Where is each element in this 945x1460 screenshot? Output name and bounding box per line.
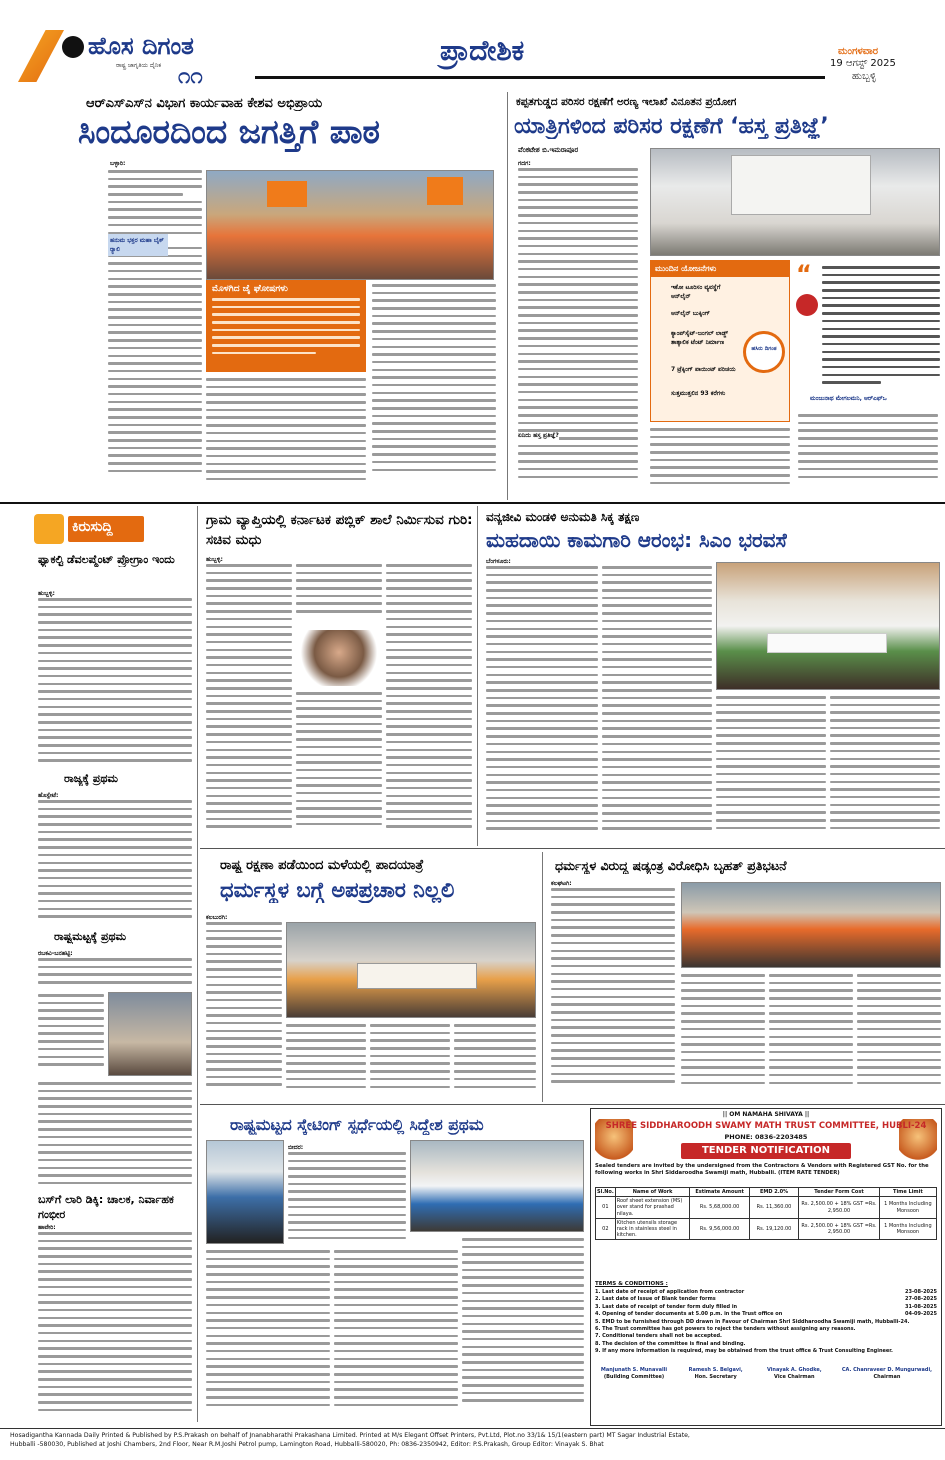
- kicker: ಕಪ್ಪತಗುಡ್ಡದ ಪರಿಸರ ರಕ್ಷಣೆಗೆ ಅರಣ್ಯ ಇಲಾಖೆ ವಿನೂತನ ಪ್ರಯೋಗ: [516, 96, 737, 108]
- box-title: ಮುಂದಿನ ಯೋಜನೆಗಳು: [651, 261, 789, 277]
- award-photo: [410, 1140, 584, 1232]
- sub-heading: ಏನಿದು ಹಸ್ತ ಪ್ರತಿಜ್ಞೆ?: [518, 432, 559, 439]
- quote-text: [822, 266, 940, 396]
- body-col-2: [372, 284, 496, 484]
- tender-title: TENDER NOTIFICATION: [681, 1143, 851, 1159]
- column-rule: [477, 506, 478, 846]
- term-date: 31-08-2025: [905, 1303, 937, 1310]
- kirusuddi-text: [38, 800, 192, 924]
- box-item: ಇಕೋ ಟೂರಿಸಂ ವ್ಯವಸ್ಥೆಗೆ ಆನ್‌ಲೈನ್: [671, 284, 721, 300]
- body-col-1: [108, 170, 202, 486]
- section-title: ಪ್ರಾದೇಶಿಕ: [440, 34, 525, 67]
- body-col-2: [602, 566, 712, 842]
- dateline: ಹುಬ್ಬಳ್ಳಿ:: [38, 590, 55, 597]
- th: Estimate Amount: [690, 1188, 749, 1197]
- term-row: [595, 1333, 937, 1340]
- body-col-3: [386, 564, 472, 840]
- om-line: || OM NAMAHA SHIVAYA ||: [722, 1111, 810, 1118]
- kirusuddi-text: [38, 598, 192, 766]
- phone: PHONE: 0836-2203485: [724, 1133, 808, 1141]
- kicker: ವನ್ಯಜೀವಿ ಮಂಡಳಿ ಅನುಮತಿ ಸಿಕ್ಕ ತಕ್ಷಣ: [486, 510, 640, 524]
- dateline: ಗದಗ:: [518, 160, 531, 167]
- kirusuddi-headline: ರಾಷ್ಟ್ರಮಟ್ಟಕ್ಕೆ ಪ್ರಥಮ: [54, 930, 127, 943]
- date: 19 ಆಗಸ್ಟ್ 2025: [830, 58, 896, 69]
- table-shape: [767, 633, 887, 653]
- table-row: [596, 1218, 937, 1240]
- term-text: 3. Last date of receipt of tender form duly filled in: [595, 1303, 738, 1310]
- horizontal-rule: [0, 502, 945, 504]
- body-col-1: [486, 566, 598, 842]
- masthead-rule: [255, 76, 825, 79]
- kirusuddi-headline: ಬಸ್‌ಗೆ ಲಾರಿ ಡಿಕ್ಕಿ: ಚಾಲಕ, ನಿರ್ವಾಹಕ ಗಂಭೀರ: [38, 1193, 174, 1221]
- tender-table: [595, 1187, 937, 1240]
- logo-text: ಹೊಸ ದಿಗಂತ: [88, 32, 194, 60]
- column-rule: [197, 506, 198, 1422]
- body-col-3: [798, 414, 938, 490]
- logo: [18, 30, 248, 89]
- tender-ad: [590, 1108, 942, 1426]
- term-row: [595, 1348, 937, 1355]
- kicker: ರಾಷ್ಟ್ರ ರಕ್ಷಣಾ ಪಡೆಯಿಂದ ಮಳೆಯಲ್ಲಿ ಪಾದಯಾತ್ರೆ: [220, 858, 424, 873]
- th: EMD 2.0%: [749, 1188, 798, 1197]
- table-row: [596, 1197, 937, 1219]
- term-row: [595, 1304, 937, 1311]
- term-text: 5. EMD to be furnished through DD drawn in Favour of Chairman Shri Siddharoodha Swamiji math, Hubballi-24.: [595, 1318, 910, 1325]
- minister-photo: [296, 630, 382, 686]
- term-row: [595, 1289, 937, 1296]
- dateline: ಹುಬ್ಬಳ್ಳಿ:: [206, 556, 223, 563]
- dateline: ಹಾವೇರಿ:: [38, 1224, 56, 1231]
- photo-caption-box: [206, 280, 366, 372]
- caption-text: [212, 298, 360, 368]
- th: Time Limit: [879, 1188, 936, 1197]
- signatory-name: Vinayak A. Ghodke,: [766, 1367, 822, 1373]
- kirusuddi-banner: [34, 514, 192, 546]
- dateline: ಕಲಘಟಗಿ:: [551, 880, 572, 887]
- horizontal-rule: [200, 848, 945, 849]
- hand-icon: [34, 514, 64, 544]
- cell: Roof sheet extension (MS) over stand for prashad nilaya.: [615, 1197, 690, 1219]
- body-col-3: [334, 1250, 458, 1420]
- signatories: [595, 1367, 937, 1407]
- body-col-4: [857, 974, 941, 1098]
- article-school: [200, 506, 475, 846]
- kirusuddi-text: [38, 1232, 192, 1420]
- dateline: ಕಲಬುರಗಿ:: [206, 914, 228, 921]
- signatory: [680, 1367, 752, 1407]
- article-mahadayi: [480, 506, 945, 846]
- cell: 1 Months Including Monsoon: [879, 1197, 936, 1219]
- logo-tagline: ರಾಷ್ಟ್ರ ಜಾಗೃತಿಯ ದೈನಿಕ: [116, 62, 162, 69]
- signatory-name: CA. Chanraveer D. Mungurwadi,: [841, 1367, 933, 1373]
- column-rule: [542, 852, 543, 1102]
- headline: ಸಿಂದೂರದಿಂದ ಜಗತ್ತಿಗೆ ಪಾಠ: [78, 112, 380, 151]
- future-plans-box: [650, 260, 790, 422]
- kirusuddi-text: [38, 958, 192, 990]
- box-item: 7 ಟ್ರೆಕ್ಕಿಂಗ್ ಪಾಯಿಂಟ್ ಪರಿಚಯ: [671, 366, 736, 373]
- protest-photo: [681, 882, 941, 968]
- edition-marker: ೧೧: [178, 64, 203, 89]
- kirusuddi-text: [38, 994, 104, 1078]
- signatory-name: Manjunath S. Munavalli: [600, 1367, 668, 1373]
- column-rule: [507, 92, 508, 500]
- article-skating: [200, 1108, 588, 1426]
- term-row: [595, 1341, 937, 1348]
- article-sindoor: [0, 88, 505, 500]
- article-dharmasthala-1: [200, 852, 540, 1102]
- body-col-2: [206, 1250, 330, 1420]
- box-item: ಸುತ್ತಮುತ್ತಲಿನ 93 ಕರೆಗಳು: [671, 390, 726, 397]
- box-item: ಕ್ಯಾಂಪ್‌ಸೈಟ್-ಜಂಗಲ್ ಲಾಡ್ಜ್‌ ತಾತ್ಕಾಲಿಕ ಟೆಂಟ್ ನಿರ್ಮಾಣ: [671, 330, 728, 346]
- body-col-3: [769, 974, 853, 1098]
- body-col-2b: [296, 692, 382, 840]
- body-col-2: [286, 1024, 366, 1098]
- kirusuddi-headline: ಫ್ಯಾಕಲ್ಟಿ ಡೆವಲಪ್ಮೆಂಟ್ ಪ್ರೋಗ್ರಾಂ ಇಂದು: [38, 553, 175, 566]
- body-col-3: [206, 378, 366, 484]
- term-row: [595, 1319, 937, 1326]
- term-text: 4. Opening of tender documents at 5.00 p.m. in the Trust office on: [595, 1311, 783, 1318]
- signatory-role: Vice Chairman: [774, 1374, 815, 1380]
- cell: 01: [596, 1197, 616, 1219]
- body-col-1: [551, 888, 675, 1098]
- body-col-4: [830, 696, 940, 842]
- cell: Rs. 19,120.00: [749, 1218, 798, 1240]
- avatar: [796, 294, 818, 316]
- signatory-role: Chairman: [873, 1374, 901, 1380]
- term-text: 1. Last date of receipt of application from contractor: [595, 1289, 745, 1295]
- terms-title: TERMS & CONDITIONS :: [595, 1281, 668, 1287]
- quote-icon: “: [796, 260, 812, 288]
- th: Name of Work: [615, 1188, 690, 1197]
- caption-title: ಮೊಳಗಿದ ಜೈ ಘೋಷಗಳು: [212, 284, 288, 294]
- inset-label: ಹನುಮ ಭಕ್ತರ ಮಹಾ ಬೈಕ್ ರ‍್ಯಾಲಿ: [108, 234, 168, 256]
- badge-text: ಹಸಿರು ದಿಗಂತ: [751, 346, 777, 352]
- kicker: ಆರ್‌ಎಸ್‌ಎಸ್‌ನ ವಿಭಾಗ ಕಾರ್ಯವಾಹ ಕೇಶವ ಅಭಿಪ್ರಾಯ: [86, 96, 323, 111]
- term-text: 7. Conditional tenders shall not be accepted.: [595, 1333, 722, 1340]
- banner-shape: [357, 963, 477, 989]
- cell: 02: [596, 1218, 616, 1240]
- cell: Rs. 2,500.00 + 18% GST =Rs. 2,950.00: [799, 1218, 880, 1240]
- headline: ಯಾತ್ರಿಗಳಿಂದ ಪರಿಸರ ರಕ್ಷಣೆಗೆ ‘ಹಸ್ತ ಪ್ರತಿಜ್ಞೆ’: [514, 114, 829, 139]
- term-text: 8. The decision of the committee is final and binding.: [595, 1340, 746, 1347]
- horizontal-rule: [200, 1104, 945, 1105]
- dateline: ಬೆಂಗಳೂರು:: [486, 558, 511, 565]
- quote-author: ಮಂಜುನಾಥ ಮೇಗಲಮನಿ, ಆರ್‌ಎಫ್‌ಒ: [810, 395, 887, 402]
- term-row: [595, 1311, 937, 1318]
- logo-emblem-icon: [62, 36, 84, 58]
- footer-rule: [0, 1428, 945, 1429]
- athlete-photo: [108, 992, 192, 1076]
- signatory-role: (Building Committee): [603, 1374, 665, 1380]
- pledge-photo: [650, 148, 940, 256]
- tender-intro: Sealed tenders are invited by the undersigned from the Contractors & Vendors with Registered GST No. for the following works in Shri Siddaroodha Swamiji math, Hubballi. (ITEM RATE TENDER): [595, 1163, 929, 1176]
- article-dharmasthala-2: [545, 852, 945, 1102]
- body-col-1: [206, 922, 282, 1098]
- signatory-name: Ramesh S. Belgavi,: [688, 1367, 743, 1373]
- body-col-1: [206, 564, 292, 840]
- term-text: 6. The Trust committee has got powers to reject the tenders without assigning any reasons.: [595, 1326, 856, 1333]
- rally-photo: [206, 170, 494, 280]
- dateline: ಬೀದರ:: [288, 1144, 304, 1151]
- dateline: ಬಳ್ಳಾರಿ:: [110, 160, 126, 167]
- headline: ರಾಷ್ಟ್ರಮಟ್ಟದ ಸ್ಕೇಟಿಂಗ್ ಸ್ಪರ್ಧೆಯಲ್ಲಿ ಸಿದ್ದೇಶ ಪ್ರಥಮ: [230, 1116, 484, 1134]
- city: ಹುಬ್ಬಳ್ಳಿ: [852, 71, 877, 82]
- cell: Rs. 9,56,000.00: [690, 1218, 749, 1240]
- masthead: [0, 0, 945, 88]
- article-hasta: [510, 88, 945, 500]
- body-col-3: [716, 696, 826, 842]
- flag-shape: [267, 181, 307, 207]
- term-row: [595, 1296, 937, 1303]
- weekday: ಮಂಗಳವಾರ: [838, 46, 879, 57]
- cell: Rs. 11,360.00: [749, 1197, 798, 1219]
- body-col-3: [370, 1024, 450, 1098]
- term-text: 9. If any more information is required, may be obtained from the trust office & Trust Consulting Engineer.: [595, 1348, 893, 1355]
- cell: 1 Months Including Monsoon: [879, 1218, 936, 1240]
- term-date: 27-08-2025: [905, 1296, 937, 1303]
- banner-label: ಕಿರುಸುದ್ದಿ: [68, 516, 144, 542]
- terms-list: [595, 1289, 937, 1356]
- body-col-1: [518, 168, 638, 488]
- signatory-role: Hon. Secretary: [694, 1374, 737, 1380]
- signatory: [837, 1367, 937, 1407]
- byline: ವೆಂಕಟೇಶ ಬಿ.ಇಮರಾಪೂರ: [518, 146, 579, 154]
- imprint-line-2: Hubballi -580030, Published at Joshi Chambers, 2nd Floor, Near R.M.Joshi Petrol pump, Lamington Road, Hubballi-580020, Ph: 0836-2350942, Editor: P.S.Prakash, Group Editor: Vinayak S. Bhat: [10, 1441, 604, 1448]
- box-item: ಆನ್‌ಲೈನ್ ಬುಕ್ಕಿಂಗ್: [671, 310, 710, 317]
- meeting-photo: [716, 562, 940, 690]
- term-text: 2. Last date of Issue of Blank tender forms: [595, 1296, 716, 1303]
- green-badge-icon: [743, 331, 785, 373]
- body-col-2: [681, 974, 765, 1098]
- term-row: [595, 1326, 937, 1333]
- cell: Rs. 5,68,000.00: [690, 1197, 749, 1219]
- body-col-2: [296, 564, 382, 624]
- skater-photo: [206, 1140, 284, 1244]
- kirusuddi-headline: ರಾಜ್ಯಕ್ಕೆ ಪ್ರಥಮ: [64, 772, 118, 785]
- headline: ಧರ್ಮಸ್ಥಳ ಬಗ್ಗೆ ಅಪಪ್ರಚಾರ ನಿಲ್ಲಲಿ: [220, 878, 455, 902]
- org-name: SHREE SIDDHAROODH SWAMY MATH TRUST COMMITTEE, HUBLI-24: [605, 1121, 927, 1131]
- body-col-4: [462, 1238, 584, 1420]
- term-date: 23-08-2025: [905, 1289, 937, 1295]
- th: Tender Form Cost: [799, 1188, 880, 1197]
- banner-shape: [731, 155, 871, 215]
- kirusuddi-column: [0, 506, 195, 1426]
- footer: [10, 1431, 935, 1449]
- body-col-1: [288, 1152, 406, 1248]
- th: Sl.No.: [597, 1189, 614, 1195]
- cell: Kitchen utensils storage rack in stainless steel in kitchen.: [615, 1218, 690, 1240]
- rally-photo: [286, 922, 536, 1018]
- signatory: [758, 1367, 830, 1407]
- flag-shape-2: [427, 177, 463, 205]
- headline: ಮಹದಾಯಿ ಕಾಮಗಾರಿ ಆರಂಭ: ಸಿಎಂ ಭರವಸೆ: [486, 528, 787, 552]
- term-date: 04-09-2025: [905, 1311, 937, 1318]
- dateline: ರಬಕವಿ-ಬನಹಟ್ಟಿ:: [38, 950, 73, 957]
- body-col-4: [454, 1024, 536, 1098]
- cell: Rs. 2,500.00 + 18% GST =Rs. 2,950.00: [799, 1197, 880, 1219]
- headline: ಧರ್ಮಸ್ಥಳ ವಿರುದ್ಧ ಷಡ್ಯಂತ್ರ ವಿರೋಧಿಸಿ ಬೃಹತ್ ಪ್ರತಿಭಟನೆ: [555, 858, 787, 873]
- logo-swoosh: [18, 30, 64, 82]
- imprint-line-1: Hosadigantha Kannada Daily Printed & Published by P.S.Prakash on behalf of Jnanabharathi Prakashana Limited. Printed at M/s Elegant Offset Printers, Pvt.Ltd, Plot.no 33/1& 15/1(eastern part) MT Sagar Industrial Estate,: [10, 1432, 690, 1439]
- signatory: [595, 1367, 673, 1407]
- dateline: ಹೊಸ್ಪೇಟೆ:: [38, 792, 59, 799]
- body-col-2: [650, 428, 790, 490]
- kirusuddi-text: [38, 1082, 192, 1192]
- headline: ಗ್ರಾಮ ವ್ಯಾಪ್ತಿಯಲ್ಲಿ ಕರ್ನಾಟಕ ಪಬ್ಲಿಕ್ ಶಾಲೆ ನಿರ್ಮಿಸುವ ಗುರಿ: ಸಚಿವ ಮಧು: [206, 512, 473, 548]
